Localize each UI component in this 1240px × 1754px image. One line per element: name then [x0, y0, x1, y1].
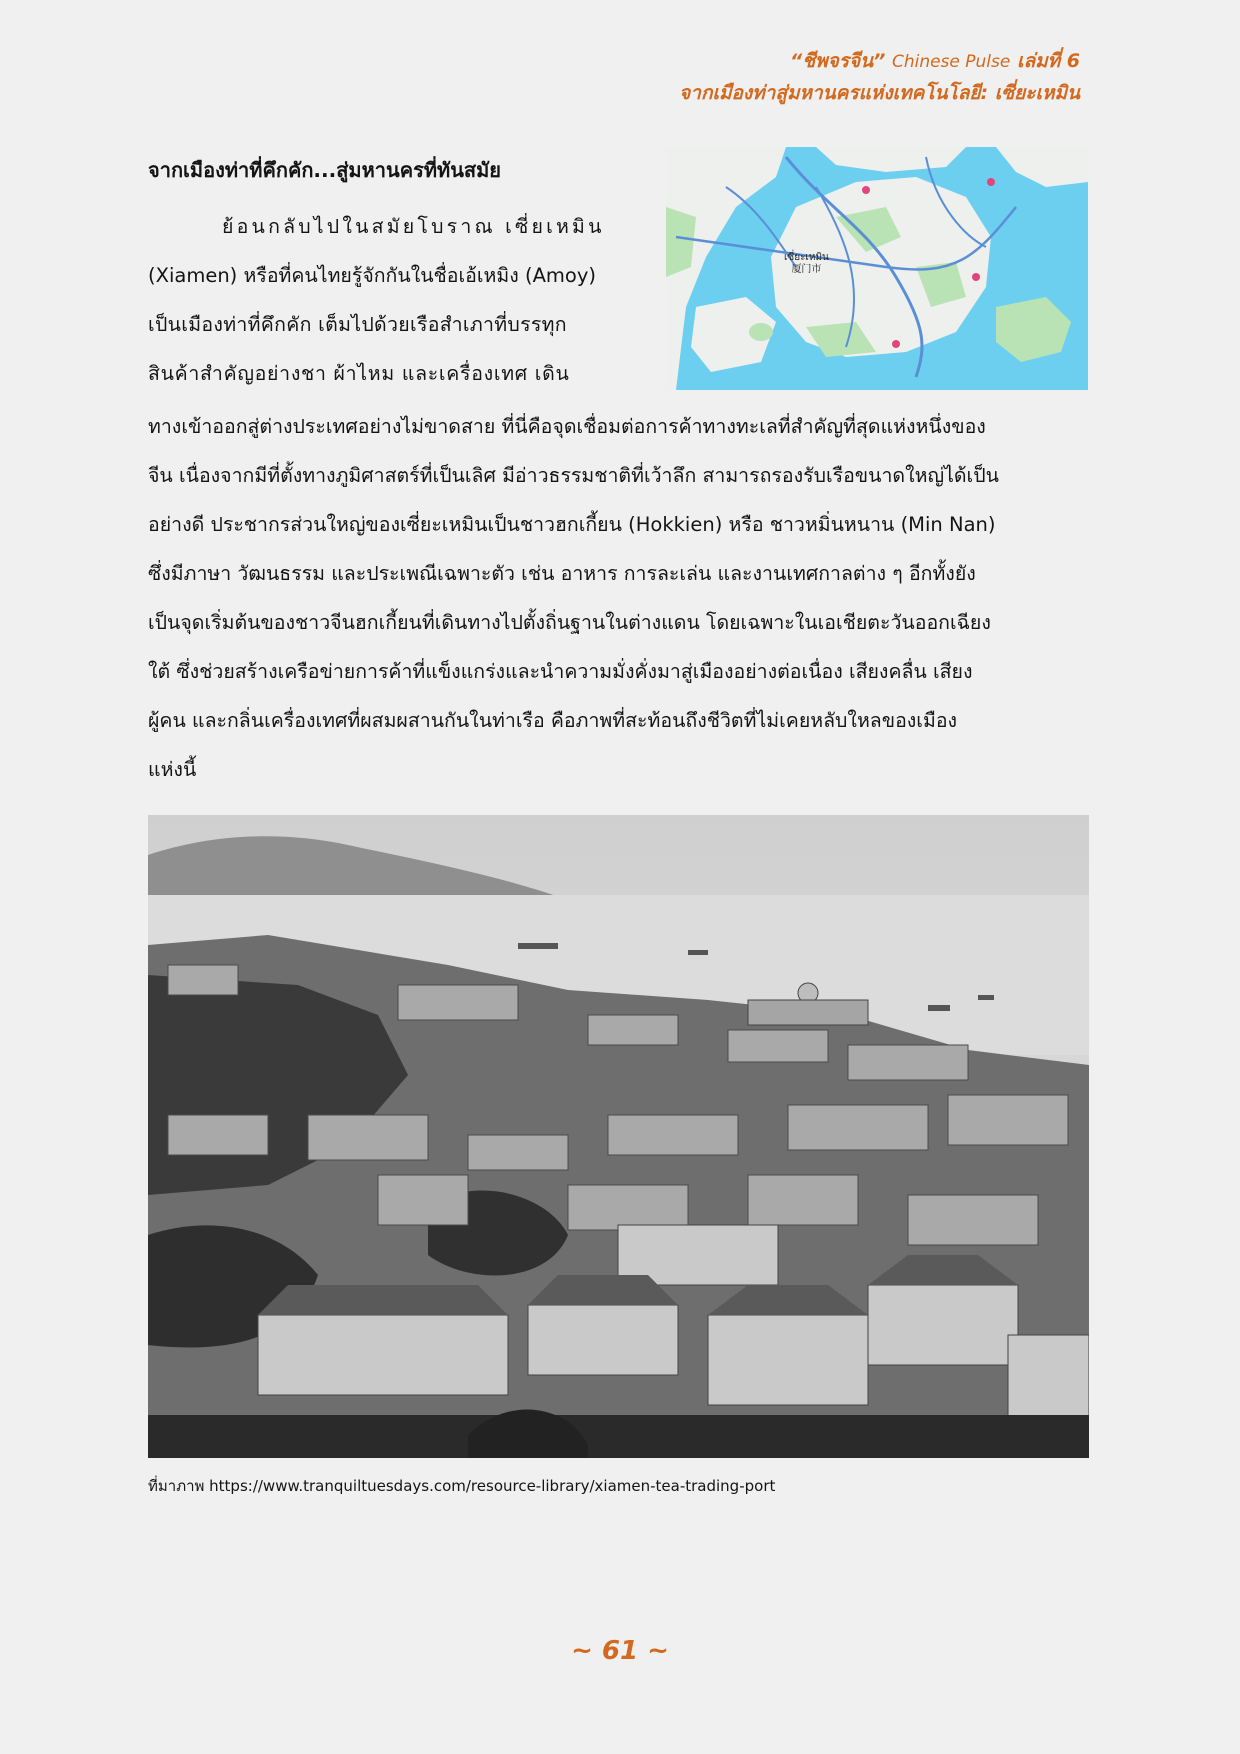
body-line: เป็นจุดเริ่มต้นของชาวจีนฮกเกี้ยนที่เดินทางไปตั้งถิ่นฐานในต่างแดน โดยเฉพาะในเอเชียตะวันออกเฉียง — [148, 611, 991, 634]
intro-line: ย้อนกลับไปในสมัยโบราณ เซี่ยเหมิน — [222, 215, 605, 238]
body-line: ผู้คน และกลิ่นเครื่องเทศที่ผสมผสานกันในท่าเรือ คือภาพที่สะท้อนถึงชีวิตที่ไม่เคยหลับใหลของเมือง — [148, 709, 958, 732]
section-title: จากเมืองท่าที่คึกคัก...สู่มหานครที่ทันสมัย — [148, 158, 501, 182]
header-subtitle: จากเมืองท่าสู่มหานครแห่งเทคโนโลยี: เซี่ยะเหมิน — [679, 82, 1080, 104]
body-line: ทางเข้าออกสู่ต่างประเทศอย่างไม่ขาดสาย ที่นี่คือจุดเชื่อมต่อการค้าทางทะเลที่สำคัญที่สุดแห่งหนึ่งของ — [148, 415, 986, 438]
intro-line: สินค้าสำคัญอย่างชา ผ้าไหม และเครื่องเทศ เดิน — [148, 362, 570, 385]
header-series: “ชีพจรจีน” — [789, 50, 886, 72]
header-volume: เล่มที่ 6 — [1016, 50, 1080, 72]
intro-paragraph — [148, 202, 648, 398]
body-line: จีน เนื่องจากมีที่ตั้งทางภูมิศาสตร์ที่เป็นเลิศ มีอ่าวธรรมชาติที่เว้าลึก สามารถรองรับเรือขนาดใหญ่ได้เป็น — [148, 464, 999, 487]
body-line: อย่างดี ประชากรส่วนใหญ่ของเซี่ยะเหมินเป็นชาวฮกเกี้ยน (Hokkien) หรือ ชาวหมิ่นหนาน (Min Nan) — [148, 513, 996, 536]
intro-line: เป็นเมืองท่าที่คึกคัก เต็มไปด้วยเรือสำเภาที่บรรทุก — [148, 313, 567, 336]
harbor-photo-illustration — [148, 815, 1089, 1458]
body-line: ซึ่งมีภาษา วัฒนธรรม และประเพณีเฉพาะตัว เช่น อาหาร การละเล่น และงานเทศกาลต่าง ๆ อีกทั้งยัง — [148, 562, 976, 585]
body-line: แห่งนี้ — [148, 758, 197, 781]
map-city-label: เซี่ยะเหมิน 厦门市 — [784, 252, 829, 275]
historic-harbor-photo — [148, 815, 1089, 1458]
intro-line: (Xiamen) หรือที่คนไทยรู้จักกันในชื่อเอ้เหมิง (Amoy) — [148, 264, 596, 287]
photo-caption: ที่มาภาพ https://www.tranquiltuesdays.com/resource-library/xiamen-tea-trading-port — [148, 1477, 776, 1495]
body-paragraph — [148, 402, 1088, 794]
map-illustration — [666, 147, 1088, 390]
running-header — [679, 46, 1080, 109]
xiamen-map-image — [666, 147, 1088, 390]
header-english: Chinese Pulse — [891, 52, 1011, 72]
body-line: ใต้ ซึ่งช่วยสร้างเครือข่ายการค้าที่แข็งแกร่งและนำความมั่งคั่งมาสู่เมืองอย่างต่อเนื่อง เสียงคลื่น เสียง — [148, 660, 973, 683]
header-series-line — [679, 46, 1080, 77]
page-number: ~ 61 ~ — [571, 1636, 669, 1666]
